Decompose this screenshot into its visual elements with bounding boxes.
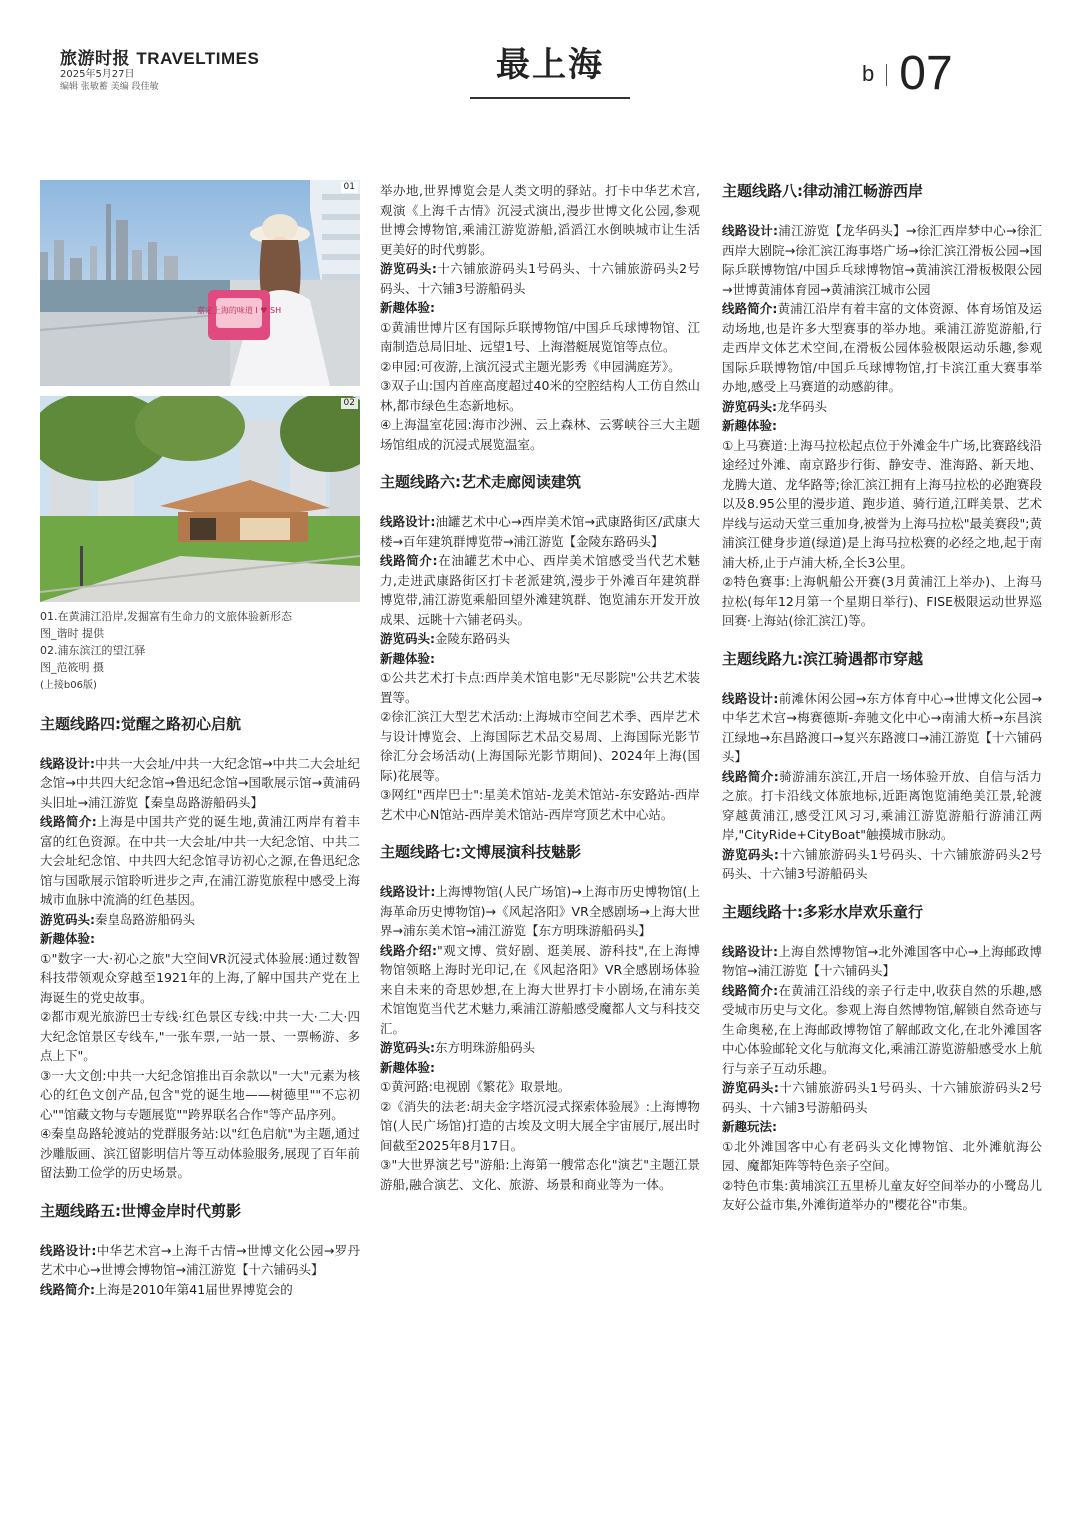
route-5-fun-label: 新趣体验:: [380, 300, 435, 315]
brand: [60, 50, 259, 68]
route-5-dock: 游览码头:十六铺旅游码头1号码头、十六铺旅游码头2号码头、十六铺3号游船码头: [380, 261, 700, 296]
route-10-design: 线路设计:上海自然博物馆→北外滩国客中心→上海邮政博物馆→浦江游览【十六铺码头】: [722, 943, 1042, 978]
route-6-intro: 线路简介:在油罐艺术中心、西岸美术馆感受当代艺术魅力,走进武康路街区打卡老派建筑,漫步于外滩百年建筑群博览带,浦江游览乘船回望外滩建筑群、饱览浦东开发开放成果、远眺十六铺老码头。: [380, 553, 700, 627]
route-5-fun-item: ③双子山:国内首座高度超过40米的空腔结构人工仿自然山林,都市绿色生态新地标。: [380, 378, 700, 413]
route-5-design: 线路设计:中华艺术宫→上海千古情→世博文化公园→罗丹艺术中心→世博会博物馆→浦江游览【十六铺码头】: [40, 1242, 361, 1277]
route-7-dock: 游览码头:东方明珠游船码头: [380, 1040, 536, 1055]
route-6-design: 线路设计:油罐艺术中心→西岸美术馆→武康路街区/武康大楼→百年建筑群博览带→浦江游览【金陵东路码头】: [380, 514, 700, 549]
route-5-title: 主题线路五:世博金岸时代剪影: [40, 1201, 241, 1220]
page-title: 最上海: [496, 45, 604, 85]
route-9-dock: 游览码头:十六铺旅游码头1号码头、十六铺旅游码头2号码头、十六铺3号游船码头: [722, 846, 1042, 881]
column-3: [722, 181, 1042, 1215]
photo-tag-01: 01: [341, 182, 358, 193]
route-8-dock: 游览码头:龙华码头: [722, 398, 828, 414]
editors: 编辑 张敏蓄 美编 段佳敏: [60, 82, 159, 92]
column-2: [380, 181, 700, 1194]
route-4-fun-item: ②都市观光旅游巴士专线·红色景区专线:中共一大·二大·四大纪念馆景区专线车,"一张车票,一站一景、一票畅游、多点上下"。: [40, 1009, 360, 1063]
title-underline: [470, 97, 630, 99]
route-8-intro: 线路简介:黄浦江沿岸有着丰富的文体资源、体育场馆及运动场地,也是许多大型赛事的举办地。乘浦江游览游船,行走西岸文体艺术空间,在滑板公园体验极限运动乐趣,参观国际乒联博物馆/中国乒乓球博物馆,打卡滨江重大赛事举办地,感受上马赛道的动感韵律。: [722, 301, 1042, 394]
route-7-fun-item: ①黄河路:电视剧《繁花》取景地。: [380, 1079, 571, 1094]
route-9-design: 线路设计:前滩休闲公园→东方体育中心→世博文化公园→中华艺术宫→梅赛德斯-奔驰文化中心→南浦大桥→东昌滨江绿地→东昌路渡口→复兴东路渡口→浦江游览【十六铺码头】: [722, 690, 1043, 764]
route-6-title: 主题线路六:艺术走廊阅读建筑: [380, 473, 581, 491]
route-8-fun-item: ②特色赛事:上海帆船公开赛(3月黄浦江上举办)、上海马拉松(每年12月第一个星期日举行)、FISE极限运动世界巡回赛·上海站(徐汇滨江)等。: [722, 574, 1042, 628]
route-8-title: 主题线路八:律动浦江畅游西岸: [722, 182, 923, 200]
route-6-fun-item: ③网红"西岸巴士":星美术馆站-龙美术馆站-东安路站-西岸艺术中心N馆站-西岸美术馆站-西岸穹顶艺术中心站。: [380, 787, 700, 822]
route-4-fun-item: ③一大文创:中共一大纪念馆推出百余款以"一大"元素为核心的红色文创产品,包含"党的诞生地——树德里""不忘初心""馆藏文物与专题展览""跨界联名合作"等产品序列。: [40, 1067, 360, 1122]
caption-line: 02.浦东滨江的望江驿: [40, 644, 146, 657]
route-4-fun-label: 新趣体验:: [40, 931, 95, 946]
route-5-intro-start: 线路简介:上海是2010年第41届世界博览会的: [40, 1281, 293, 1297]
page-number: 07: [899, 47, 953, 100]
route-6-dock: 游览码头:金陵东路码头: [380, 631, 511, 646]
route-10-title: 主题线路十:多彩水岸欢乐童行: [722, 902, 923, 921]
route-6-fun-item: ②徐汇滨江大型艺术活动:上海城市空间艺术季、西岸艺术与设计博览会、上海国际艺术品交易周、上海国际光影节徐汇分会场活动(上海国际光影节期间)、2024年上海(国际)花展等。: [380, 709, 700, 783]
route-10-intro: 线路简介:在黄浦江沿线的亲子行走中,收获自然的乐趣,感受城市历史与文化。参观上海自然博物馆,解锁自然奇迹与生命奥秘,在上海邮政博物馆了解邮政文化,在北外滩国客中心体验邮轮文化与航海文化,乘浦江游览游船感受水上航行与亲子互动乐趣。: [722, 982, 1043, 1076]
route-7-fun-label: 新趣体验:: [380, 1059, 435, 1075]
route-7-fun-item: ③"大世界演艺号"游船:上海第一艘常态化"演艺"主题江景游船,融合演艺、文化、旅游、场景和商业等为一体。: [380, 1157, 700, 1192]
route-8-design: 线路设计:浦江游览【龙华码头】→徐汇西岸梦中心→徐汇西岸大剧院→徐汇滨江海事塔广场→徐汇滨江滑板公园→国际乒联博物馆/中国乒乓球博物馆→黄浦滨江滑板极限公园→世博黄浦体育园→黄浦滨江城市公园: [722, 223, 1042, 297]
sign-text: 嘉定上海的味道 I ♥ SH: [196, 306, 282, 315]
caption-line: 图_谐时 提供: [40, 627, 104, 640]
route-5-fun-item: ①黄浦世博片区有国际乒联博物馆/中国乒乓球博物馆、江南制造总局旧址、远望1号、上海潜艇展览馆等点位。: [380, 319, 700, 354]
route-4-title: 主题线路四:觉醒之路初心启航: [40, 714, 241, 733]
brand-en: TRAVELTIMES: [136, 49, 260, 68]
route-4-fun-item: ①"数字一大·初心之旅"大空间VR沉浸式体验展:通过数智科技带领观众穿越至1921年的上海,了解中国共产党在上海诞生的党史故事。: [40, 950, 360, 1005]
route-6-fun-label: 新趣体验:: [380, 650, 435, 666]
route-4-design: 线路设计:中共一大会址/中共一大纪念馆→中共二大会址纪念馆→中共四大纪念馆→鲁迅纪念馆→国歌展示馆→黄浦码头旧址→浦江游览【秦皇岛路游船码头】: [40, 755, 361, 810]
route-5-intro-cont: 举办地,世界博览会是人类文明的驿站。打卡中华艺术宫,观演《上海千古情》沉浸式演出,漫步世博文化公园,参观世博会博物馆,乘浦江游览游船,滔滔江水倒映城市让生活更美好的时代剪影。: [380, 183, 700, 257]
photo-captions: [40, 608, 360, 676]
photo-01: [40, 180, 360, 386]
route-7-title: 主题线路七:文博展演科技魅影: [380, 843, 581, 861]
route-8-fun-label: 新趣体验:: [722, 418, 777, 433]
route-10-dock: 游览码头:十六铺旅游码头1号码头、十六铺旅游码头2号码头、十六铺3号游船码头: [722, 1080, 1042, 1115]
separator-bar: [886, 64, 887, 86]
route-4-dock: 游览码头:秦皇岛路游船码头: [40, 911, 196, 927]
route-4-fun-item: ④秦皇岛路轮渡站的党群服务站:以"红色启航"为主题,通过沙雕版画、滨江留影明信片等互动体验服务,展现了百年前留法勤工俭学的历史场景。: [40, 1126, 360, 1180]
route-6-fun-item: ①公共艺术打卡点:西岸美术馆电影"无尽影院"公共艺术装置等。: [380, 670, 700, 705]
column-1: [40, 180, 360, 1299]
route-10-fun-item: ①北外滩国客中心有老码头文化博物馆、北外滩航海公园、魔都矩阵等特色亲子空间。: [722, 1138, 1042, 1173]
route-4-intro: 线路简介:上海是中国共产党的诞生地,黄浦江两岸有着丰富的红色资源。在中共一大会址/中共一大纪念馆、中共二大会址纪念馆、中共四大纪念馆寻访初心之源,在鲁迅纪念馆与国歌展示馆聆听进步之声,在浦江游览旅程中感受上海城市血脉中流淌的红色基因。: [40, 814, 360, 907]
masthead: [60, 50, 259, 94]
route-10-fun-item: ②特色市集:黄埔滨江五里桥儿童友好空间举办的小鹭岛儿友好公益市集,外滩街道举办的"樱花谷"市集。: [722, 1177, 1042, 1212]
pavilion-photo: [40, 396, 360, 602]
route-7-design: 线路设计:上海博物馆(人民广场馆)→上海市历史博物馆(上海革命历史博物馆)→《风起洛阳》VR全感剧场→上海大世界→浦东美术馆→浦江游览【东方明珠游船码头】: [380, 884, 701, 938]
page-number-block: [862, 48, 953, 100]
continue-note: (上接b06版): [40, 680, 97, 691]
route-5-fun-item: ②申园:可夜游,上演沉浸式主题光影秀《申园满庭芳》。: [380, 358, 681, 374]
section-letter: b: [862, 61, 875, 86]
riverside-photo: [40, 180, 360, 386]
route-9-intro: 线路简介:骑游浦东滨江,开启一场体验开放、自信与活力之旅。打卡沿线文体旅地标,近距离饱览浦绝美江景,轮渡穿越黄浦江,感受江风习习,乘浦江游览游船行游浦江两岸,"CityRide+CityBoat"触摸城市脉动。: [722, 768, 1042, 842]
route-7-intro: 线路介绍:"观文博、赏好剧、逛美展、游科技",在上海博物馆领略上海时光印记,在《风起洛阳》VR全感剧场体验来自未来的奇思妙想,在上海大世界打卡小剧场,在浦东美术馆饱览当代艺术魅力,乘浦江游船感受魔都人文与科技交汇。: [380, 942, 701, 1036]
photo-tag-02: 02: [341, 398, 358, 409]
caption-line: 01.在黄浦江沿岸,发掘富有生命力的文旅体验新形态: [40, 610, 292, 623]
route-9-title: 主题线路九:滨江骑遇都市穿越: [722, 649, 923, 668]
route-7-fun-item: ②《消失的法老:胡夫金字塔沉浸式探索体验展》:上海博物馆(人民广场馆)打造的古埃及文明大展全宇宙展厅,展出时间截至2025年8月17日。: [380, 1098, 700, 1153]
route-8-fun-item: ①上马赛道:上海马拉松起点位于外滩金牛广场,比赛路线沿途经过外滩、南京路步行街、静安寺、淮海路、新天地、龙腾大道、龙华路等;徐汇滨江拥有上海马拉松的必跑赛段以及8.95公里的漫步道、跑步道、骑行道,江畔美景、艺术岸线与运动天堂三重加身,被誉为上海马拉松"最美赛段";黄浦滨江健身步道(绿道)是上海马拉松赛的必经之地,起于南浦大桥,止于卢浦大桥,全长3公里。: [722, 437, 1042, 570]
caption-line: 图_范筱明 摄: [40, 661, 104, 674]
photo-02: [40, 396, 360, 602]
route-10-fun-label: 新趣玩法:: [722, 1119, 777, 1134]
issue-date: 2025年5月27日: [60, 69, 135, 80]
brand-cn: 旅游时报: [60, 49, 130, 69]
route-5-fun-item: ④上海温室花园:海市沙洲、云上森林、云雾峡谷三大主题场馆组成的沉浸式展览温室。: [380, 417, 700, 452]
